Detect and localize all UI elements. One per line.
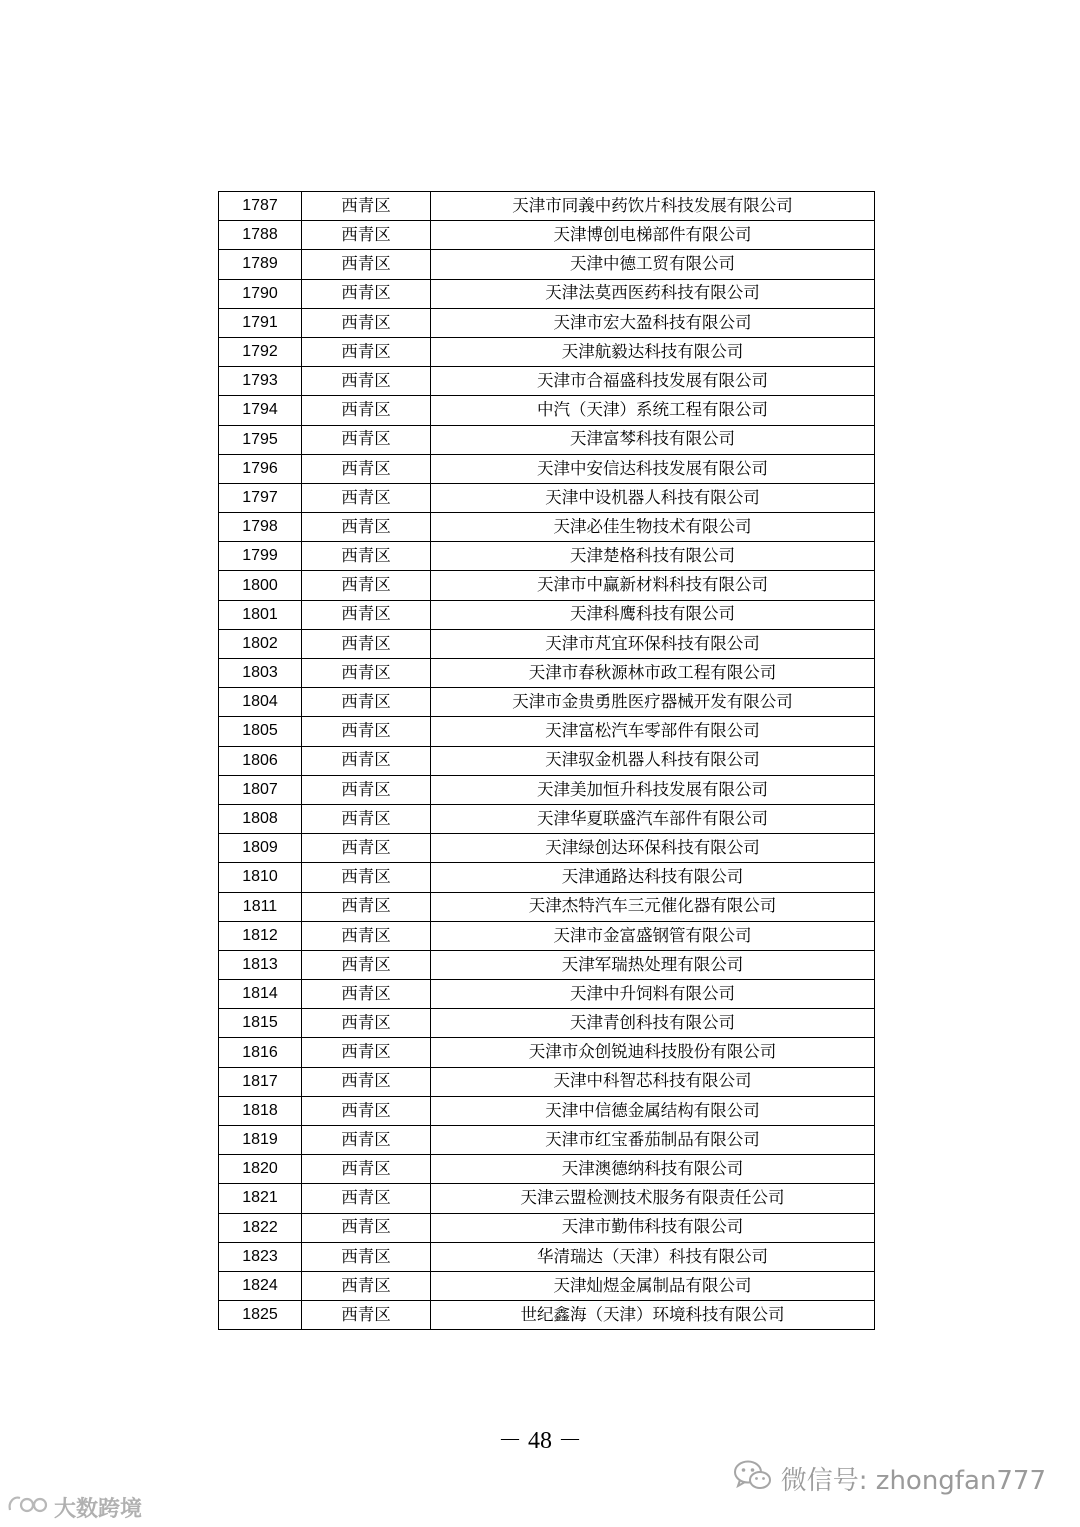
table-row [219, 221, 875, 250]
district-cell: 西青区 [302, 192, 431, 221]
logo-icon [6, 1492, 50, 1522]
table-row [219, 600, 875, 629]
company-name-cell: 天津通路达科技有限公司 [431, 863, 875, 892]
row-number-cell: 1798 [219, 513, 302, 542]
table-row [219, 1009, 875, 1038]
row-number-cell: 1791 [219, 308, 302, 337]
district-cell: 西青区 [302, 980, 431, 1009]
company-name-cell: 天津市众创锐迪科技股份有限公司 [431, 1038, 875, 1067]
company-name-cell: 天津中科智芯科技有限公司 [431, 1067, 875, 1096]
table-row [219, 454, 875, 483]
company-name-cell: 天津博创电梯部件有限公司 [431, 221, 875, 250]
district-cell: 西青区 [302, 629, 431, 658]
district-cell: 西青区 [302, 279, 431, 308]
company-table-body [219, 192, 875, 1330]
row-number-cell: 1811 [219, 892, 302, 921]
row-number-cell: 1823 [219, 1242, 302, 1271]
row-number-cell: 1793 [219, 367, 302, 396]
wechat-id-text: 微信号: zhongfan777 [780, 1465, 1046, 1496]
table-row [219, 250, 875, 279]
district-cell: 西青区 [302, 221, 431, 250]
row-number-cell: 1787 [219, 192, 302, 221]
table-row [219, 659, 875, 688]
table-row [219, 1213, 875, 1242]
company-name-cell: 天津必佳生物技术有限公司 [431, 513, 875, 542]
district-cell: 西青区 [302, 1126, 431, 1155]
table-row [219, 1271, 875, 1300]
district-cell: 西青区 [302, 308, 431, 337]
row-number-cell: 1792 [219, 337, 302, 366]
row-number-cell: 1794 [219, 396, 302, 425]
company-name-cell: 天津市金贵勇胜医疗器械开发有限公司 [431, 688, 875, 717]
company-name-cell: 天津法莫西医药科技有限公司 [431, 279, 875, 308]
row-number-cell: 1818 [219, 1096, 302, 1125]
company-name-cell: 天津云盟检测技术服务有限责任公司 [431, 1184, 875, 1213]
company-name-cell: 天津军瑞热处理有限公司 [431, 950, 875, 979]
district-cell: 西青区 [302, 863, 431, 892]
company-name-cell: 天津市芃宜环保科技有限公司 [431, 629, 875, 658]
company-name-cell: 天津市红宝番茄制品有限公司 [431, 1126, 875, 1155]
company-name-cell: 天津华夏联盛汽车部件有限公司 [431, 804, 875, 833]
table-row [219, 863, 875, 892]
company-name-cell: 天津市中赢新材料科技有限公司 [431, 571, 875, 600]
district-cell: 西青区 [302, 688, 431, 717]
company-name-cell: 天津市合福盛科技发展有限公司 [431, 367, 875, 396]
corner-watermark-text: 大数跨境 [54, 1496, 143, 1522]
district-cell: 西青区 [302, 337, 431, 366]
table-row [219, 396, 875, 425]
district-cell: 西青区 [302, 454, 431, 483]
district-cell: 西青区 [302, 1067, 431, 1096]
row-number-cell: 1789 [219, 250, 302, 279]
row-number-cell: 1806 [219, 746, 302, 775]
district-cell: 西青区 [302, 659, 431, 688]
row-number-cell: 1797 [219, 483, 302, 512]
row-number-cell: 1821 [219, 1184, 302, 1213]
row-number-cell: 1796 [219, 454, 302, 483]
table-row [219, 629, 875, 658]
district-cell: 西青区 [302, 950, 431, 979]
row-number-cell: 1817 [219, 1067, 302, 1096]
row-number-cell: 1822 [219, 1213, 302, 1242]
company-name-cell: 天津中设机器人科技有限公司 [431, 483, 875, 512]
district-cell: 西青区 [302, 396, 431, 425]
table-row [219, 1096, 875, 1125]
table-row [219, 1301, 875, 1330]
row-number-cell: 1819 [219, 1126, 302, 1155]
row-number-cell: 1788 [219, 221, 302, 250]
table-row [219, 1184, 875, 1213]
table-row [219, 542, 875, 571]
table-row [219, 717, 875, 746]
district-cell: 西青区 [302, 513, 431, 542]
row-number-cell: 1816 [219, 1038, 302, 1067]
row-number-cell: 1813 [219, 950, 302, 979]
district-cell: 西青区 [302, 367, 431, 396]
table-row [219, 746, 875, 775]
company-name-cell: 天津楚格科技有限公司 [431, 542, 875, 571]
district-cell: 西青区 [302, 1271, 431, 1300]
company-name-cell: 天津中德工贸有限公司 [431, 250, 875, 279]
table-row [219, 1126, 875, 1155]
company-name-cell: 天津中信德金属结构有限公司 [431, 1096, 875, 1125]
table-row [219, 367, 875, 396]
row-number-cell: 1809 [219, 834, 302, 863]
district-cell: 西青区 [302, 1184, 431, 1213]
district-cell: 西青区 [302, 250, 431, 279]
table-row [219, 804, 875, 833]
table-row [219, 425, 875, 454]
company-name-cell: 天津驭金机器人科技有限公司 [431, 746, 875, 775]
row-number-cell: 1825 [219, 1301, 302, 1330]
table-row [219, 950, 875, 979]
district-cell: 西青区 [302, 746, 431, 775]
row-number-cell: 1808 [219, 804, 302, 833]
company-name-cell: 天津航毅达科技有限公司 [431, 337, 875, 366]
company-name-cell: 天津中安信达科技发展有限公司 [431, 454, 875, 483]
company-name-cell: 天津美加恒升科技发展有限公司 [431, 775, 875, 804]
company-name-cell: 天津市金富盛钢管有限公司 [431, 921, 875, 950]
row-number-cell: 1801 [219, 600, 302, 629]
table-row [219, 279, 875, 308]
company-name-cell: 天津富松汽车零部件有限公司 [431, 717, 875, 746]
wechat-watermark [733, 1460, 1046, 1496]
table-row [219, 337, 875, 366]
district-cell: 西青区 [302, 1155, 431, 1184]
table-row [219, 834, 875, 863]
district-cell: 西青区 [302, 834, 431, 863]
district-cell: 西青区 [302, 483, 431, 512]
table-row [219, 308, 875, 337]
district-cell: 西青区 [302, 775, 431, 804]
district-cell: 西青区 [302, 425, 431, 454]
district-cell: 西青区 [302, 1096, 431, 1125]
company-name-cell: 天津杰特汽车三元催化器有限公司 [431, 892, 875, 921]
table-row [219, 483, 875, 512]
district-cell: 西青区 [302, 717, 431, 746]
district-cell: 西青区 [302, 1213, 431, 1242]
table-row [219, 688, 875, 717]
district-cell: 西青区 [302, 804, 431, 833]
table-row [219, 892, 875, 921]
district-cell: 西青区 [302, 542, 431, 571]
district-cell: 西青区 [302, 1301, 431, 1330]
company-name-cell: 天津富棽科技有限公司 [431, 425, 875, 454]
table-row [219, 980, 875, 1009]
row-number-cell: 1815 [219, 1009, 302, 1038]
district-cell: 西青区 [302, 1038, 431, 1067]
row-number-cell: 1820 [219, 1155, 302, 1184]
table-row [219, 1038, 875, 1067]
company-name-cell: 天津中升饲料有限公司 [431, 980, 875, 1009]
table-row [219, 1242, 875, 1271]
company-name-cell: 中汽（天津）系统工程有限公司 [431, 396, 875, 425]
row-number-cell: 1799 [219, 542, 302, 571]
company-table [218, 191, 875, 1330]
row-number-cell: 1824 [219, 1271, 302, 1300]
table-row [219, 1067, 875, 1096]
table-row [219, 921, 875, 950]
district-cell: 西青区 [302, 892, 431, 921]
row-number-cell: 1812 [219, 921, 302, 950]
company-name-cell: 天津绿创达环保科技有限公司 [431, 834, 875, 863]
page-number: － 48 － [498, 1428, 582, 1454]
row-number-cell: 1814 [219, 980, 302, 1009]
company-name-cell: 天津青创科技有限公司 [431, 1009, 875, 1038]
row-number-cell: 1805 [219, 717, 302, 746]
district-cell: 西青区 [302, 1009, 431, 1038]
table-row [219, 571, 875, 600]
row-number-cell: 1810 [219, 863, 302, 892]
table-row [219, 775, 875, 804]
company-name-cell: 天津灿煜金属制品有限公司 [431, 1271, 875, 1300]
company-name-cell: 天津市宏大盈科技有限公司 [431, 308, 875, 337]
company-name-cell: 天津市春秋源林市政工程有限公司 [431, 659, 875, 688]
district-cell: 西青区 [302, 571, 431, 600]
company-name-cell: 华清瑞达（天津）科技有限公司 [431, 1242, 875, 1271]
company-name-cell: 天津澳德纳科技有限公司 [431, 1155, 875, 1184]
row-number-cell: 1800 [219, 571, 302, 600]
company-name-cell: 天津市同義中药饮片科技发展有限公司 [431, 192, 875, 221]
district-cell: 西青区 [302, 600, 431, 629]
row-number-cell: 1802 [219, 629, 302, 658]
table-row [219, 513, 875, 542]
table-row [219, 1155, 875, 1184]
row-number-cell: 1803 [219, 659, 302, 688]
row-number-cell: 1795 [219, 425, 302, 454]
district-cell: 西青区 [302, 1242, 431, 1271]
company-name-cell: 天津科鹰科技有限公司 [431, 600, 875, 629]
row-number-cell: 1790 [219, 279, 302, 308]
district-cell: 西青区 [302, 921, 431, 950]
row-number-cell: 1807 [219, 775, 302, 804]
wechat-icon [733, 1458, 773, 1499]
company-name-cell: 世纪鑫海（天津）环境科技有限公司 [431, 1301, 875, 1330]
company-table-container [218, 191, 874, 1330]
table-row [219, 192, 875, 221]
corner-watermark [6, 1492, 142, 1522]
row-number-cell: 1804 [219, 688, 302, 717]
company-name-cell: 天津市勤伟科技有限公司 [431, 1213, 875, 1242]
